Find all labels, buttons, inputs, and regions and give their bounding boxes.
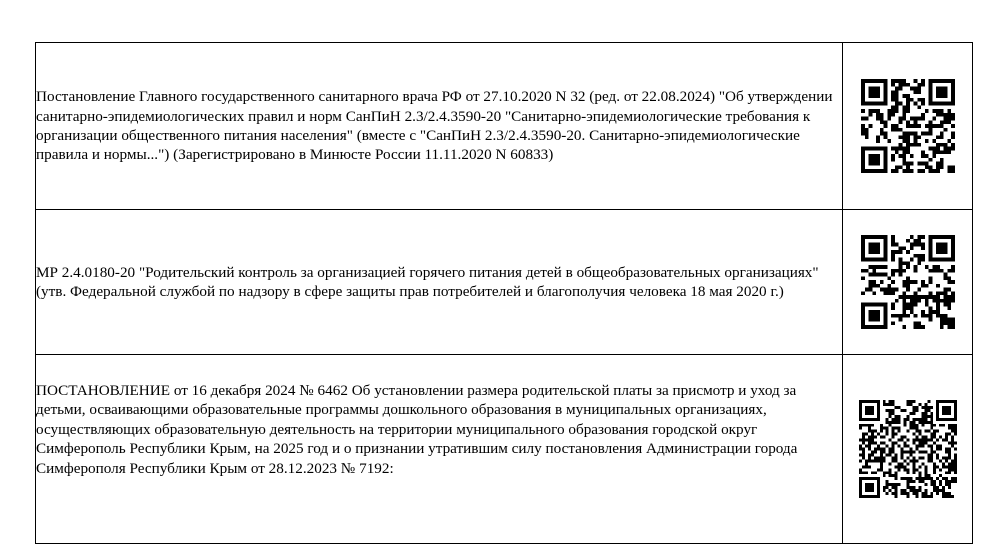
document-description-text: ПОСТАНОВЛЕНИЕ от 16 декабря 2024 № 6462 Об установлении размера родительской платы за присмотр и уход за детьми, осваивающими образовательные программы дошкольного образования в муниципальных организациях, осуществляющих образовательную деятельность на территории муниципального образования городской округ Симферополь Республики Крым, на 2025 год и о признании утратившим силу постановления Администрации города Симферополя Республики Крым от 28.12.2023 № 7192: (36, 382, 798, 477)
document-description-cell (36, 355, 843, 544)
document-description-text: МР 2.4.0180-20 "Родительский контроль за организацией горячего питания детей в общеобразовательных организациях" (утв. Федеральной службой по надзору в сфере защиты прав потребителей и благополучия человека 18 мая 2020 г.) (36, 263, 819, 300)
qr-code-cell (843, 210, 973, 355)
document-description-cell (36, 210, 843, 355)
qr-code-cell (843, 355, 973, 544)
qr-code-icon[interactable] (859, 400, 957, 498)
document-description-text: Постановление Главного государственного санитарного врача РФ от 27.10.2020 N 32 (ред. от 22.08.2024) "Об утверждении санитарно-эпидемиологических правил и норм СанПиН 2.3/2.4.3590-20 "Санитарно-эпидемиологические требования к организации общественного питания населения" (вместе с "СанПиН 2.3/2.4.3590-20. Санитарно-эпидемиологические правила и нормы...") (Зарегистрировано в Минюсте России 11.11.2020 N 60833) (36, 88, 833, 164)
table-row (36, 355, 973, 544)
qr-code-icon[interactable] (861, 235, 955, 329)
table-row (36, 43, 973, 210)
table-row (36, 210, 973, 355)
document-links-table (35, 42, 973, 544)
qr-code-icon[interactable] (861, 79, 955, 173)
qr-code-cell (843, 43, 973, 210)
document-description-cell (36, 43, 843, 210)
